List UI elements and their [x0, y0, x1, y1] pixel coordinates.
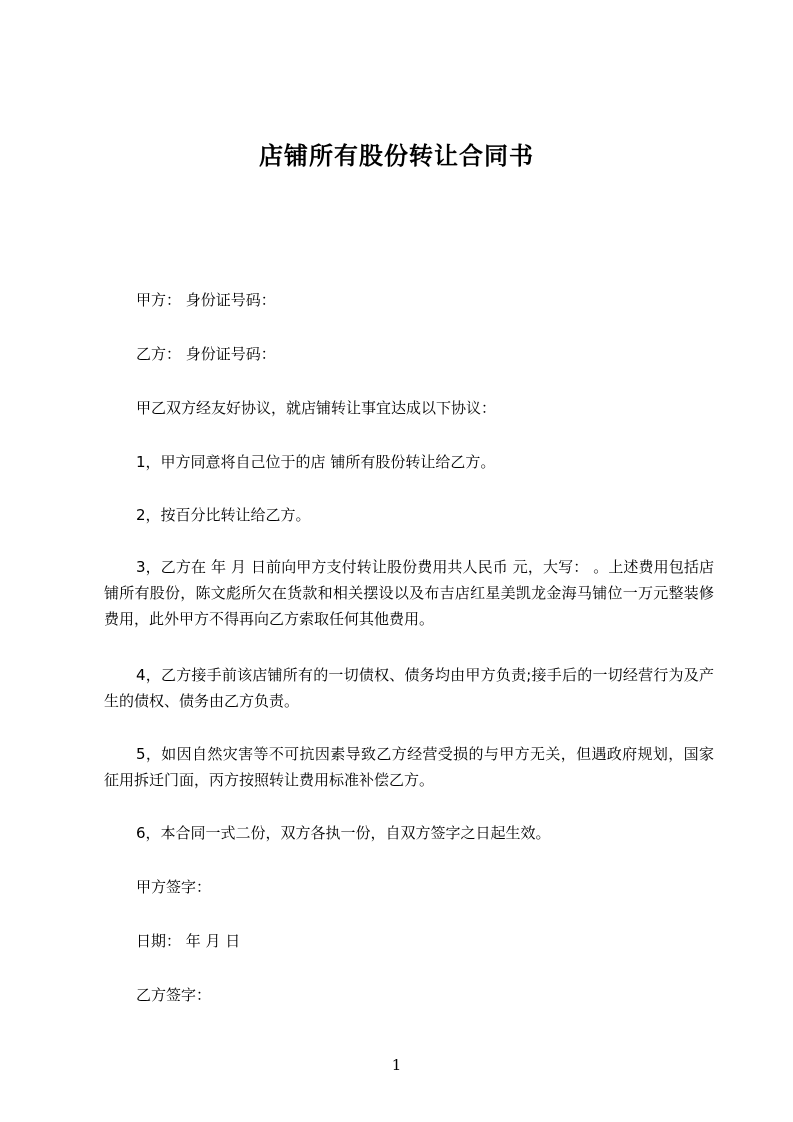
clause-6: 6，本合同一式二份，双方各执一份，自双方签字之日起生效。	[136, 824, 551, 842]
clause-3: 3，乙方在 年 月 日前向甲方支付转让股份费用共人民币 元，大写： 。上述费用包括店铺所有股份，陈文彪所欠在货款和相关摆设以及布吉店红星美凯龙金海马铺位一万元整装修费用，此外甲方不得再向乙方索取任何其他费用。	[104, 558, 714, 628]
party-b-signature: 乙方签字：	[136, 986, 212, 1004]
clause-2: 2，按百分比转让给乙方。	[136, 506, 311, 524]
clause-5: 5，如因自然灾害等不可抗因素导致乙方经营受损的与甲方无关，但遇政府规划，国家征用拆迁门面，丙方按照转让费用标准补偿乙方。	[104, 745, 714, 789]
party-b-line: 乙方： 身份证号码：	[136, 345, 276, 363]
clause-4: 4，乙方接手前该店铺所有的一切债权、债务均由甲方负责;接手后的一切经营行为及产生的债权、债务由乙方负责。	[104, 666, 714, 710]
party-a-signature: 甲方签字：	[136, 878, 212, 896]
party-a-line: 甲方： 身份证号码：	[136, 291, 276, 309]
date-line: 日期： 年 月 日	[136, 932, 241, 950]
clause-1: 1，甲方同意将自己位于的店 铺所有股份转让给乙方。	[136, 453, 496, 471]
document-title: 店铺所有股份转让合同书	[259, 142, 534, 170]
intro-line: 甲乙双方经友好协议，就店铺转让事宜达成以下协议：	[136, 399, 497, 417]
page-number: 1	[391, 1056, 402, 1074]
